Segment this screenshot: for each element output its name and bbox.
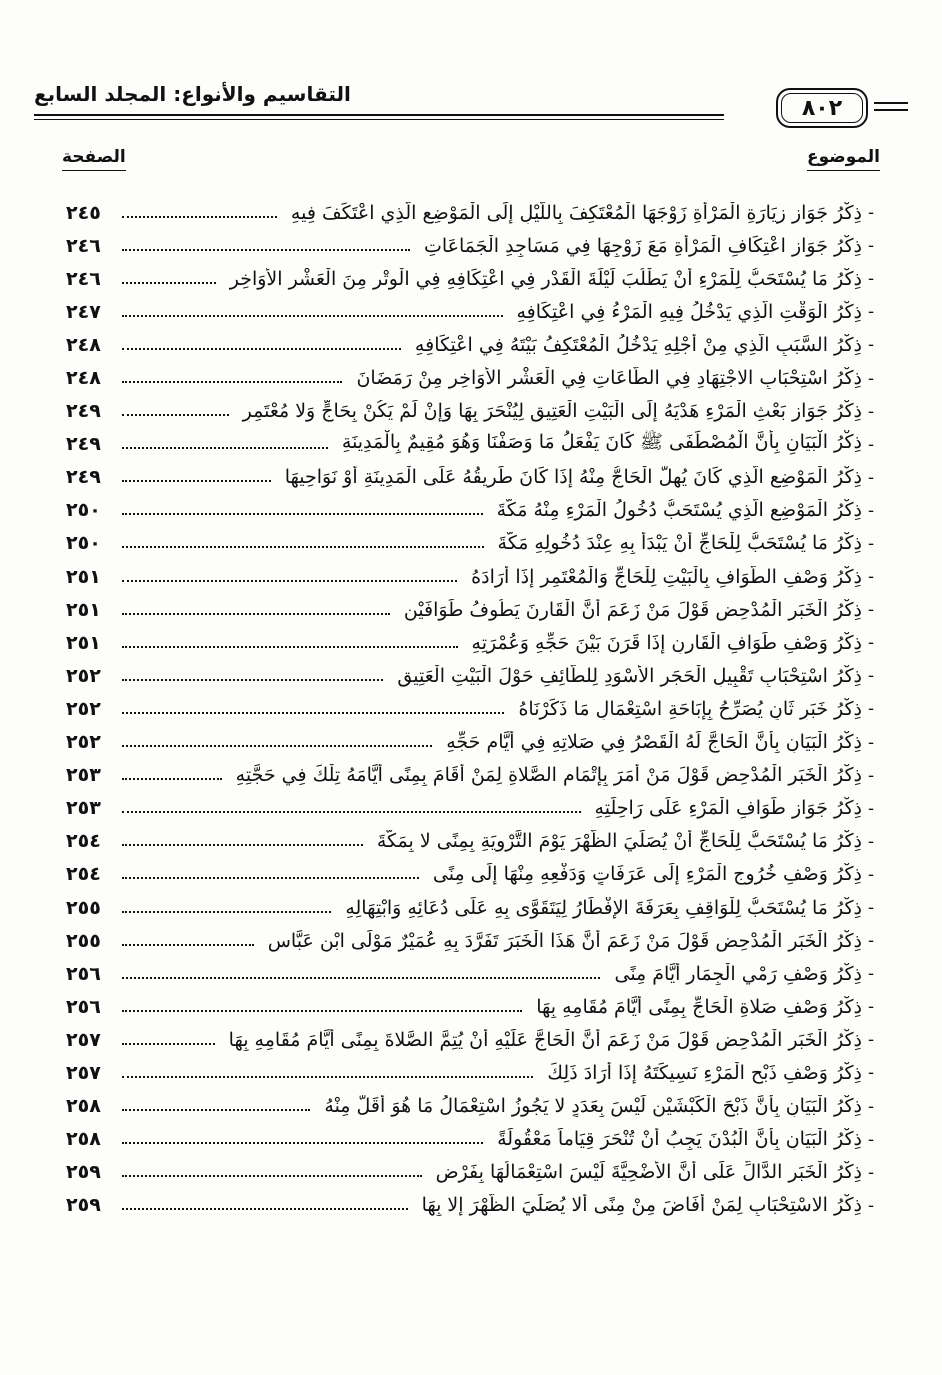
dot-leader (122, 480, 271, 482)
header-rule (34, 114, 724, 116)
entry-title: ذِكْرُ مَا يُسْتَحَبُّ لِلْوَاقِفِ بِعَرَفَةَ الإِفْطَارُ لِيَتَقَوَّى بِهِ عَلَى دُعَائِهِ وَابْتِهَالِهِ (345, 896, 862, 919)
entry-title: ذِكْرُ اسْتِحْبَابِ الاجْتِهَادِ فِي الطَّاعَاتِ فِي الْعَشْرِ الأَوَاخِرِ مِنْ رَمَضَانَ (356, 367, 862, 390)
dot-leader (122, 282, 216, 284)
header-ornament-lines (874, 102, 908, 116)
entry-page-number: ٢٥٨ (66, 1128, 101, 1151)
entry-page-number: ٢٥٩ (66, 1161, 101, 1184)
toc-entry (66, 229, 880, 262)
entry-bullet: - (867, 1062, 875, 1084)
entry-title: ذِكْرُ الْخَبَرِ الدَّالِّ عَلَى أَنَّ الأُضْحِيَّةَ لَيْسَ اسْتِعْمَالُهَا بِفَرْضٍ (435, 1161, 862, 1184)
dot-leader (122, 414, 229, 416)
dot-leader (122, 944, 254, 946)
entry-page-number: ٢٥٠ (66, 532, 101, 555)
entry-title: ذِكْرُ جَوَازِ بَعْثِ الْمَرْءِ هَدْيَهُ إِلَى الْبَيْتِ الْعَتِيقِ لِيُنْحَرَ بِهَا وَإِنْ لَمْ يَكُنْ بِحَاجٍّ وَلا مُعْتَمِرٍ (242, 400, 862, 423)
toc-entry (66, 891, 880, 924)
toc-entry (66, 361, 880, 394)
entry-page-number: ٢٥٣ (66, 797, 101, 820)
dot-leader (122, 877, 419, 879)
entry-bullet: - (867, 963, 875, 985)
entry-title: ذِكْرُ الْخَبَرِ الْمُدْحِضِ قَوْلَ مَنْ أَمَرَ بِإِتْمَامِ الصَّلاةِ لِمَنْ أَقَامَ بِمِنًى أَيَّامَهُ تِلْكَ فِي حَجَّتِهِ (235, 764, 862, 787)
toc-entry (66, 560, 880, 593)
dot-leader (122, 977, 600, 979)
entry-title: ذِكْرُ جَوَازِ اعْتِكَافِ الْمَرْأَةِ مَعَ زَوْجِهَا فِي مَسَاجِدِ الْجَمَاعَاتِ (423, 234, 862, 257)
entry-title: ذِكْرُ الْمَوْضِعِ الَّذِي يُسْتَحَبُّ دُخُولُ الْمَرْءِ مِنْهُ مَكَّةَ (496, 499, 862, 522)
entry-title: ذِكْرُ وَصْفِ رَمْيِ الْجِمَارِ أَيَّامَ مِنًى (614, 962, 862, 985)
dot-leader (122, 1175, 422, 1177)
running-title: التقاسيم والأنواع: المجلد السابع (34, 82, 351, 106)
entry-bullet: - (867, 731, 875, 753)
entry-bullet: - (867, 1029, 875, 1051)
entry-title: ذِكْرُ وَصْفِ خُرُوجِ الْمَرْءِ إِلَى عَرَفَاتٍ وَدَفْعِهِ مِنْهَا إِلَى مِنًى (432, 863, 862, 886)
entry-page-number: ٢٥١ (66, 598, 101, 621)
header-rule-thin (34, 119, 724, 120)
dot-leader (122, 381, 342, 383)
entry-bullet: - (867, 1161, 875, 1183)
entry-title: ذِكْرُ الْوَقْتِ الَّذِي يَدْخُلُ فِيهِ الْمَرْءُ فِي اعْتِكَافِهِ (516, 300, 862, 323)
dot-leader (122, 1043, 215, 1045)
entry-title: ذِكْرُ اسْتِحْبَابِ تَقْبِيلِ الْحَجَرِ الأَسْوَدِ لِلطَّائِفِ حَوْلَ الْبَيْتِ الْعَتِيقِ (397, 664, 862, 687)
dot-leader (122, 447, 328, 449)
entry-title: ذِكْرُ السَّبَبِ الَّذِي مِنْ أَجْلِهِ يَدْخُلُ الْمُعْتَكِفُ بَيْتَهُ فِي اعْتِكَافِهِ (414, 333, 862, 356)
page-column-heading: الصفحة (62, 147, 126, 171)
toc-entry (66, 494, 880, 527)
entry-bullet: - (867, 566, 875, 588)
entry-bullet: - (867, 433, 875, 455)
entry-bullet: - (867, 897, 875, 919)
toc-entry (66, 659, 880, 692)
entry-bullet: - (867, 599, 875, 621)
toc-entry (66, 1123, 880, 1156)
toc-entry (66, 295, 880, 328)
entry-title: ذِكْرُ الْبَيَانِ بِأَنَّ الْحَاجَّ لَهُ الْقَصْرُ فِي صَلاتِهِ فِي أَيَّامِ حَجِّهِ (446, 731, 862, 754)
toc-entry (66, 1156, 880, 1189)
dot-leader (122, 679, 383, 681)
entry-page-number: ٢٥٨ (66, 1095, 101, 1118)
dot-leader (122, 1010, 522, 1012)
entry-title: ذِكْرُ وَصْفِ طَوَافِ الْقَارِنِ إِذَا قَرَنَ بَيْنَ حَجِّهِ وَعُمْرَتِهِ (471, 631, 862, 654)
toc-entry (66, 924, 880, 957)
entry-bullet: - (867, 764, 875, 786)
toc-entry (66, 759, 880, 792)
dot-leader (122, 844, 363, 846)
toc-entry (66, 692, 880, 725)
entry-bullet: - (867, 334, 875, 356)
toc-entry (66, 328, 880, 361)
toc-entry (66, 527, 880, 560)
toc-entry (66, 593, 880, 626)
entry-page-number: ٢٥٩ (66, 1194, 101, 1217)
entry-bullet: - (867, 1128, 875, 1150)
entry-title: ذِكْرُ مَا يُسْتَحَبُّ لِلْحَاجِّ أَنْ يُصَلِّيَ الظُّهْرَ يَوْمَ التَّرْوِيَةِ بِمِنًى لا بِمَكَّةَ (376, 830, 862, 853)
entry-title: ذِكْرُ الاسْتِحْبَابِ لِمَنْ أَفَاضَ مِنْ مِنًى أَلا يُصَلِّيَ الظُّهْرَ إِلا بِهَا (421, 1194, 862, 1217)
entry-page-number: ٢٥٤ (66, 863, 101, 886)
entry-bullet: - (867, 996, 875, 1018)
entry-page-number: ٢٤٧ (66, 300, 101, 323)
entry-title: ذِكْرُ جَوَازِ زِيَارَةِ الْمَرْأَةِ زَوْجَهَا الْمُعْتَكِفَ بِاللَّيْلِ إِلَى الْمَوْضِعِ الَّذِي اعْتَكَفَ فِيهِ (290, 201, 862, 224)
entry-title: ذِكْرُ جَوَازِ طَوَافِ الْمَرْءِ عَلَى رَاحِلَتِهِ (594, 797, 862, 820)
entry-title: ذِكْرُ مَا يُسْتَحَبُّ لِلْمَرْءِ أَنْ يَطْلُبَ لَيْلَةَ الْقَدْرِ فِي اعْتِكَافِهِ فِي الْوِتْرِ مِنَ الْعَشْرِ الأَوَاخِرِ (229, 267, 862, 290)
toc-entry (66, 990, 880, 1023)
toc-entry (66, 428, 880, 461)
entry-title: ذِكْرُ الْخَبَرِ الْمُدْحِضِ قَوْلَ مَنْ زَعَمَ أَنَّ الْحَاجَّ عَلَيْهِ أَنْ يُتِمَّ الصَّلاةَ بِمِنًى أَيَّامَ مُقَامِهِ بِهَا (228, 1028, 862, 1051)
entry-title: ذِكْرُ الْبَيَانِ بِأَنَّ الْبُدْنَ يَجِبُ أَنْ تُنْحَرَ قِيَاماً مَعْقُولَةً (497, 1128, 862, 1151)
entry-page-number: ٢٥٧ (66, 1061, 101, 1084)
entry-page-number: ٢٥٧ (66, 1028, 101, 1051)
page-number-box (776, 88, 868, 128)
entry-page-number: ٢٤٦ (66, 267, 101, 290)
entry-bullet: - (867, 1095, 875, 1117)
entry-title: ذِكْرُ الْخَبَرِ الْمُدْحِضِ قَوْلَ مَنْ زَعَمَ أَنَّ هَذَا الْخَبَرَ تَفَرَّدَ بِهِ عُمَيْرٌ مَوْلَى ابْنِ عَبَّاسٍ (267, 929, 862, 952)
entry-title: ذِكْرُ الْبَيَانِ بِأَنَّ الْمُصْطَفَى ﷺ كَانَ يَفْعَلُ مَا وَصَفْنَا وَهُوَ مُقِيمٌ بِالْمَدِينَةِ (341, 431, 862, 454)
toc-entry (66, 395, 880, 428)
entry-title: ذِكْرُ الْمَوْضِعِ الَّذِي كَانَ يُهِلُّ الْحَاجُّ مِنْهُ إِذَا كَانَ طَرِيقُهُ عَلَى الْمَدِينَةِ أَوْ نَوَاحِيهَا (284, 466, 862, 489)
dot-leader (122, 646, 458, 648)
entry-bullet: - (867, 930, 875, 952)
entry-bullet: - (867, 632, 875, 654)
page-number: ٨٠٢ (801, 95, 843, 121)
entry-title: ذِكْرُ مَا يُسْتَحَبُّ لِلْحَاجِّ أَنْ يَبْدَأَ بِهِ عِنْدَ دُخُولِهِ مَكَّةَ (497, 532, 862, 555)
toc-entry (66, 196, 880, 229)
entry-page-number: ٢٤٩ (66, 400, 101, 423)
toc-entry (66, 957, 880, 990)
entry-page-number: ٢٥١ (66, 565, 101, 588)
page-header (34, 80, 908, 136)
entry-page-number: ٢٤٨ (66, 333, 101, 356)
entry-bullet: - (867, 367, 875, 389)
dot-leader (122, 1208, 408, 1210)
toc-entry (66, 726, 880, 759)
dot-leader (122, 1076, 533, 1078)
dot-leader (122, 513, 483, 515)
entry-page-number: ٢٥١ (66, 631, 101, 654)
toc-entry (66, 626, 880, 659)
toc-entry (66, 1090, 880, 1123)
entry-bullet: - (867, 466, 875, 488)
entry-page-number: ٢٥٢ (66, 697, 101, 720)
entry-page-number: ٢٥٥ (66, 929, 101, 952)
entry-page-number: ٢٥٢ (66, 664, 101, 687)
entry-bullet: - (867, 268, 875, 290)
entry-page-number: ٢٥٣ (66, 764, 101, 787)
entry-bullet: - (867, 202, 875, 224)
entry-page-number: ٢٥٥ (66, 896, 101, 919)
toc-entry (66, 1189, 880, 1222)
dot-leader (122, 249, 410, 251)
entry-page-number: ٢٤٩ (66, 433, 101, 456)
entry-bullet: - (867, 499, 875, 521)
entry-bullet: - (867, 400, 875, 422)
entry-page-number: ٢٥٢ (66, 731, 101, 754)
entry-title: ذِكْرُ الْخَبَرِ الْمُدْحِضِ قَوْلَ مَنْ زَعَمَ أَنَّ الْقَارِنَ يَطُوفُ طَوَافَيْنِ (403, 598, 862, 621)
entry-title: ذِكْرُ الْبَيَانِ بِأَنَّ ذَبْحَ الْكَبْشَيْنِ لَيْسَ بِعَدَدٍ لا يَجُوزُ اسْتِعْمَالُ مَا هُوَ أَقَلُّ مِنْهُ (324, 1095, 862, 1118)
entry-title: ذِكْرُ خَبَرٍ ثَانٍ يُصَرِّحُ بِإِبَاحَةِ اسْتِعْمَالِ مَا ذَكَرْنَاهُ (518, 697, 862, 720)
entry-bullet: - (867, 301, 875, 323)
entry-page-number: ٢٥٠ (66, 499, 101, 522)
dot-leader (122, 1142, 483, 1144)
entry-bullet: - (867, 797, 875, 819)
entry-title: ذِكْرُ وَصْفِ الطَّوَافِ بِالْبَيْتِ لِلْحَاجِّ وَالْمُعْتَمِرِ إِذَا أَرَادَهُ (471, 565, 862, 588)
entry-page-number: ٢٥٦ (66, 995, 101, 1018)
entry-bullet: - (867, 830, 875, 852)
entry-page-number: ٢٥٤ (66, 830, 101, 853)
entry-page-number: ٢٤٦ (66, 234, 101, 257)
entry-bullet: - (867, 532, 875, 554)
toc-entry (66, 858, 880, 891)
topic-column-heading: الموضوع (807, 147, 880, 171)
dot-leader (122, 712, 504, 714)
entry-bullet: - (867, 698, 875, 720)
dot-leader (122, 216, 277, 218)
toc-entry (66, 825, 880, 858)
dot-leader (122, 315, 503, 317)
dot-leader (122, 546, 484, 548)
dot-leader (122, 911, 331, 913)
entry-bullet: - (867, 665, 875, 687)
entry-bullet: - (867, 863, 875, 885)
entry-title: ذِكْرُ وَصْفِ ذَبْحِ الْمَرْءِ نَسِيكَتَهُ إِذَا أَرَادَ ذَلِكَ (547, 1061, 862, 1084)
dot-leader (122, 811, 581, 813)
dot-leader (122, 580, 457, 582)
dot-leader (122, 778, 222, 780)
entry-page-number: ٢٤٨ (66, 367, 101, 390)
dot-leader (122, 1109, 310, 1111)
toc-entry (66, 262, 880, 295)
entry-title: ذِكْرُ وَصْفِ صَلاةِ الْحَاجِّ بِمِنًى أَيَّامَ مُقَامِهِ بِهَا (536, 995, 862, 1018)
dot-leader (122, 745, 432, 747)
table-of-contents (66, 196, 880, 1222)
toc-entry (66, 461, 880, 494)
toc-entry (66, 792, 880, 825)
entry-bullet: - (867, 1194, 875, 1216)
entry-page-number: ٢٥٦ (66, 962, 101, 985)
toc-entry (66, 1023, 880, 1056)
toc-entry (66, 1056, 880, 1089)
entry-page-number: ٢٤٩ (66, 466, 101, 489)
entry-page-number: ٢٤٥ (66, 201, 101, 224)
dot-leader (122, 613, 390, 615)
dot-leader (122, 348, 401, 350)
entry-bullet: - (867, 235, 875, 257)
